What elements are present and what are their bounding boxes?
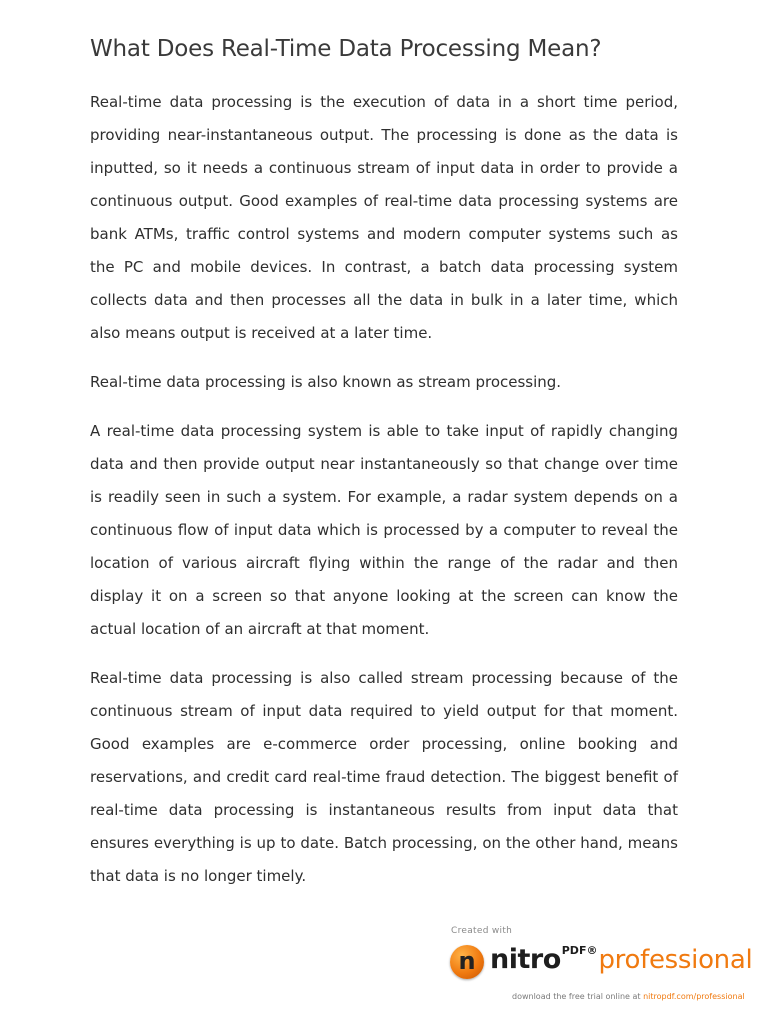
- download-note: [512, 992, 745, 1001]
- nitro-watermark: [448, 926, 764, 1022]
- brand-nitro: nitro: [490, 944, 561, 975]
- paragraph-3: A real-time data processing system is able to take input of rapidly changing data and then provide output near instantaneously so that change over time is readily seen in such a system. For example, a radar system depends on a continuous flow of input data which is processed by a computer to reveal the location of various aircraft flying within the range of the radar and then display it on a screen so that anyone looking at the screen can know the actual location of an aircraft at that moment.: [90, 422, 678, 638]
- logo-letter: n: [458, 947, 476, 975]
- document-page: [90, 36, 678, 909]
- download-link[interactable]: nitropdf.com/professional: [643, 992, 745, 1001]
- nitro-logo-icon: [450, 945, 484, 979]
- brand-wordmark: [490, 944, 752, 984]
- page-title: What Does Real-Time Data Processing Mean?: [90, 36, 602, 62]
- created-with-label: Created with: [451, 926, 513, 936]
- brand-pdf-text: PDF: [561, 944, 587, 957]
- paragraph-2: Real-time data processing is also known as stream processing.: [90, 373, 562, 391]
- paragraph-1: Real-time data processing is the execution of data in a short time period, providing near-instantaneous output. The processing is done as the data is inputted, so it needs a continuous stream of input data in order to provide a continuous output. Good examples of real-time data processing systems are bank ATMs, traffic control systems and modern computer systems such as the PC and mobile devices. In contrast, a batch data processing system collects data and then processes all the data in bulk in a later time, which also means output is received at a later time.: [90, 93, 678, 342]
- paragraph-4: Real-time data processing is also called stream processing because of the continuous stream of input data required to yield output for that moment. Good examples are e-commerce order processing, online booking and reservations, and credit card real-time fraud detection. The biggest benefit of real-time data processing is instantaneous results from input data that ensures everything is up to date. Batch processing, on the other hand, means that data is no longer timely.: [90, 669, 678, 885]
- brand-pdf: [562, 944, 598, 957]
- registered-mark: ®: [586, 944, 598, 957]
- brand-professional: professional: [598, 945, 753, 975]
- download-text: download the free trial online at: [512, 992, 644, 1001]
